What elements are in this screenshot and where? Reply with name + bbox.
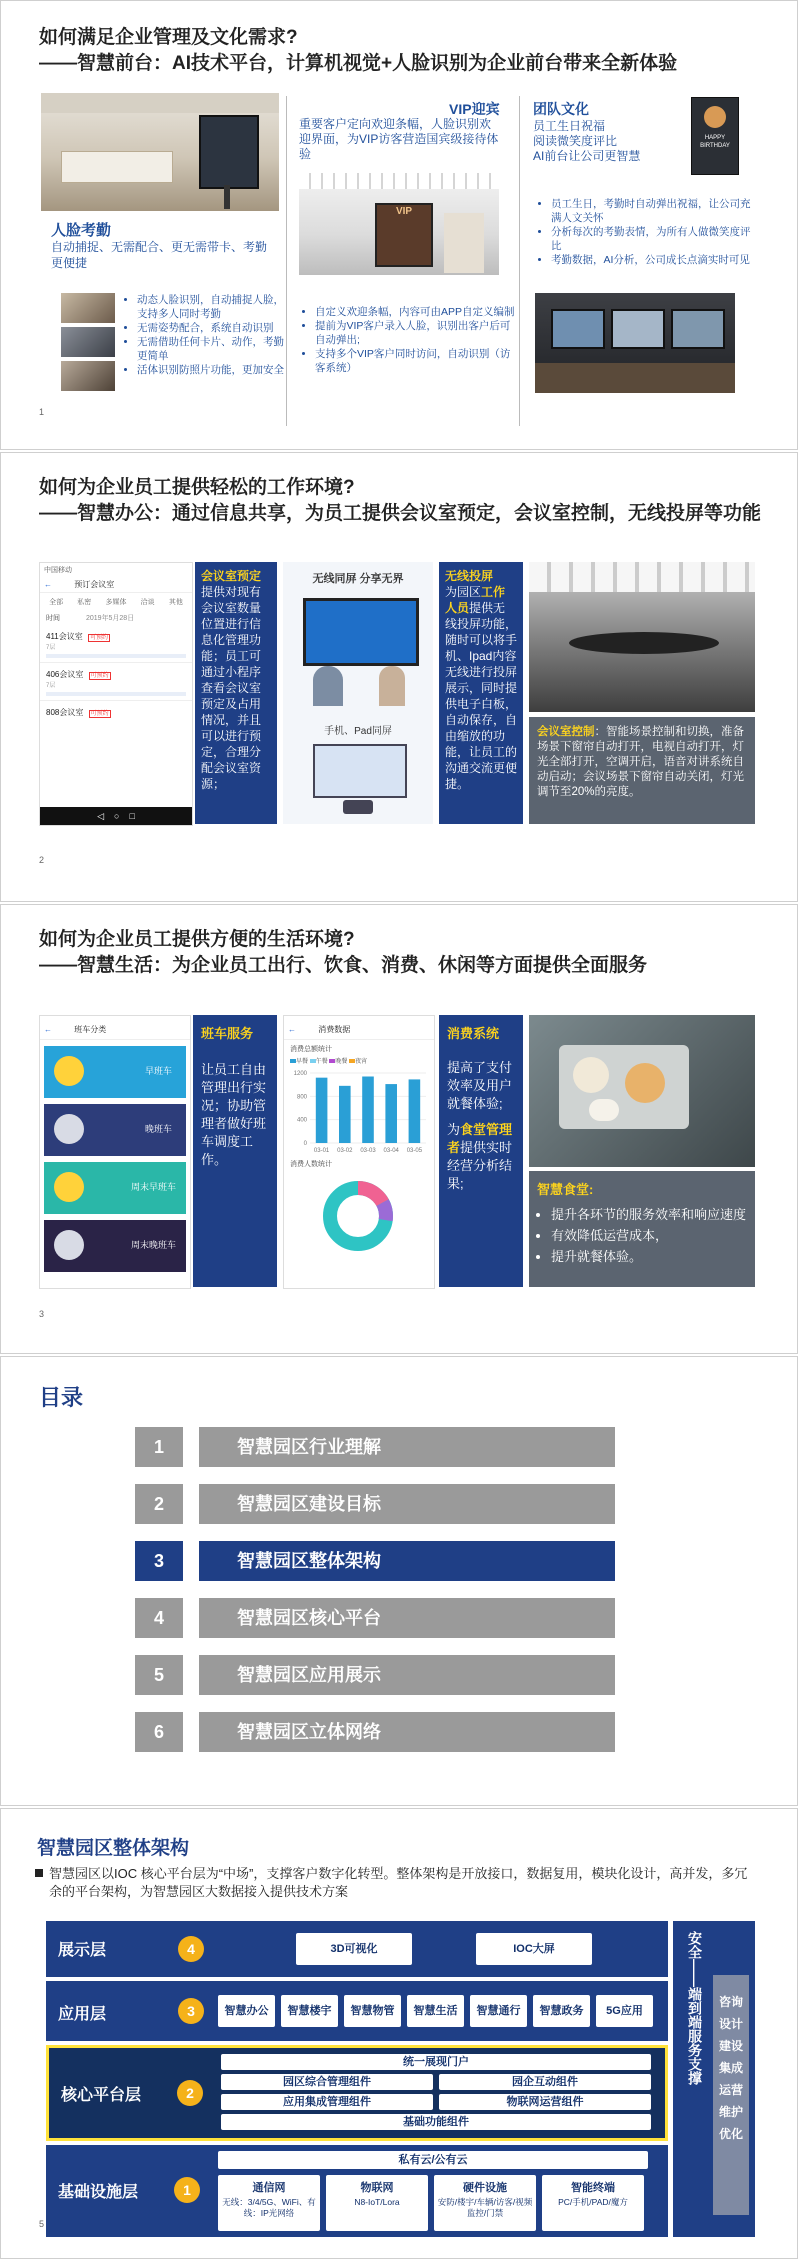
canteen-photo xyxy=(529,1015,755,1167)
x-tick-label: 03-02 xyxy=(337,1148,353,1154)
page-number-2: 2 xyxy=(39,855,45,865)
x-tick-label: 03-04 xyxy=(383,1148,399,1154)
bus-item[interactable]: 晚班车 xyxy=(44,1104,186,1156)
infra-item xyxy=(326,2175,428,2231)
bar-park-interaction: 园企互动组件 xyxy=(439,2074,651,2090)
phone-header: ← 预订会议室 xyxy=(40,577,192,593)
back-icon[interactable]: ← xyxy=(44,580,52,589)
infra-item-title: 硬件设施 xyxy=(463,2182,507,2194)
chart-bar xyxy=(316,1078,328,1143)
phone-time-row: 时间 2019年5月28日 xyxy=(46,615,135,622)
bar-app-integration: 应用集成管理组件 xyxy=(221,2094,433,2110)
toc-item-label[interactable]: 智慧园区核心平台 xyxy=(199,1598,615,1638)
birthday-card: HAPPY BIRTHDAY xyxy=(691,97,739,175)
x-tick-label: 03-05 xyxy=(406,1148,423,1154)
toc-item-label[interactable]: 智慧园区整体架构 xyxy=(199,1541,615,1581)
vip-sub: 重要客户定向欢迎条幅，人脸识别欢迎界面，为VIP访客营造国宾级接待体验 xyxy=(299,117,499,161)
vip-photo xyxy=(299,173,499,275)
layer-app: 应用层 3 智慧办公 智慧楼宇 智慧物管 智慧生活 智慧通行 智慧政务 5G应用 xyxy=(46,1981,668,2041)
moon-icon xyxy=(54,1230,84,1260)
screen-wall-photo xyxy=(535,293,735,393)
bar-iot-operation: 物联网运营组件 xyxy=(439,2094,651,2110)
bar-park-management: 园区综合管理组件 xyxy=(221,2074,433,2090)
divider-1 xyxy=(286,96,287,426)
layer-display: 展示层 4 3D可视化 IOC大屏 xyxy=(46,1921,668,1977)
page-number-3: 3 xyxy=(39,1309,45,1319)
side-items: 咨询 设计 建设 集成 运营 维护 优化 xyxy=(713,1975,749,2215)
slide-4 xyxy=(0,1356,798,1806)
slide-3-title: 如何为企业员工提供方便的生活环境? ——智慧生活：为企业员工出行、饮食、消费、休闲等方面提供全面服务 xyxy=(39,929,648,976)
bar-unified-portal: 统一展现门户 xyxy=(221,2054,651,2070)
back-icon[interactable]: ← xyxy=(44,1025,52,1034)
face-thumbs xyxy=(61,293,115,391)
room-control-box: 会议室控制：智能场景控制和切换，准备场景下窗帘自动打开，电视自动打开，灯光全部打开，空调开启，语音对讲系统自动启动；会议场景下窗帘自动关闭，灯光调节至20%的亮度。 xyxy=(529,717,755,824)
app-box: 智慧楼宇 xyxy=(281,1995,338,2027)
page-number-1: 1 xyxy=(39,407,45,417)
booking-phone-screen: 中国移动 ← 预订会议室 全部 私密 多媒体 洽谈 其他 时间 2019年5月28日 411会议室 可预约 7层 406会议室 可预约 7层 808会议室 可预约 ◁ ○ □ xyxy=(39,562,193,826)
toc-item-label[interactable]: 智慧园区立体网络 xyxy=(199,1712,615,1752)
toc-number[interactable]: 4 xyxy=(135,1598,183,1638)
toc-item-label[interactable]: 智慧园区行业理解 xyxy=(199,1427,615,1467)
tv-screen xyxy=(303,598,419,666)
phone-nav-bar: ◁ ○ □ xyxy=(40,807,192,825)
x-tick-label: 03-01 xyxy=(313,1148,330,1154)
arch-heading: 智慧园区整体架构 xyxy=(37,1838,190,1859)
wireless-cast-image: 无线同屏 分享无界 手机、Pad同屏 xyxy=(283,562,433,824)
bus-box: 班车服务 让员工自由管理出行实况；协助管理者做好班车调度工作。 xyxy=(193,1015,277,1287)
app-box: 5G应用 xyxy=(596,1995,653,2027)
infra-item-title: 智能终端 xyxy=(571,2182,615,2194)
phone-tabs: 全部 私密 多媒体 洽谈 其他 xyxy=(49,599,183,606)
vip-heading: VIP迎宾 xyxy=(449,101,500,117)
slide-5 xyxy=(0,1808,798,2259)
infra-item-title: 通信网 xyxy=(252,2182,286,2194)
box-ioc-screen: IOC大屏 xyxy=(476,1933,592,1965)
slide-2-title: 如何为企业员工提供轻松的工作环境? ——智慧办公：通过信息共享，为员工提供会议室预定，会议室控制，无线投屏等功能 xyxy=(39,477,762,524)
infra-item-title: 物联网 xyxy=(360,2182,394,2194)
toc-item-label[interactable]: 智慧园区建设目标 xyxy=(199,1484,615,1524)
face-bullets: • 动态人脸识别，自动捕捉人脸，支持多人同时考勤 • 无需姿势配合，系统自动识别 • 无需借助任何卡片、动作，考勤更简单 • 活体识别防照片功能，更加安全 xyxy=(123,293,287,377)
app-box: 智慧生活 xyxy=(407,1995,464,2027)
slide-1 xyxy=(0,0,798,450)
consume-box: 消费系统 提高了支付效率及用户就餐体验; 为食堂管理者提供实时经营分析结果; xyxy=(439,1015,523,1287)
canteen-box: 智慧食堂: • 提升各环节的服务效率和响应速度 • 有效降低运营成本， • 提升就餐体验。 xyxy=(529,1171,755,1287)
box-3d-visualization: 3D可视化 xyxy=(296,1933,412,1965)
face-thumb-1 xyxy=(61,293,115,323)
bar-basic-functions: 基础功能组件 xyxy=(221,2114,651,2130)
infra-item-desc: 安防/楼宇/车辆/访客/视频监控/门禁 xyxy=(437,2197,533,2218)
booking-box: 会议室预定 提供对现有会议室数量位置进行信息化管理功能；员工可通过小程序查看会议室预定及占用情况，并且可以进行预定，合理分配会议室资源； xyxy=(195,562,277,824)
consumption-bar-chart xyxy=(284,1067,432,1157)
bus-phone-screen xyxy=(39,1015,191,1289)
divider-2 xyxy=(519,96,520,426)
toc-number[interactable]: 3 xyxy=(135,1541,183,1581)
app-box: 智慧通行 xyxy=(470,1995,527,2027)
chart-legend: 早餐 午餐 晚餐 夜宵 xyxy=(284,1054,434,1067)
face-sub: 自动捕捉、无需配合、更无需带卡、考勤更便捷 xyxy=(51,240,268,270)
toc-heading: 目录 xyxy=(39,1385,84,1410)
wireless-box: 无线投屏 为园区工作人员提供无线投屏功能，随时可以将手机、Ipad内容无线进行投屏展示，同时提供电子白板，自动保存，自由缩放的功能，让员工的沟通交流更便捷。 xyxy=(439,562,523,824)
room-item[interactable]: 406会议室 可预约 7层 xyxy=(40,663,192,701)
infra-item xyxy=(218,2175,320,2231)
bus-item[interactable]: 周末晚班车 xyxy=(44,1220,186,1272)
meeting-room-photo xyxy=(529,562,755,712)
face-heading: 人脸考勤 xyxy=(51,222,112,239)
bar-cloud: 私有云/公有云 xyxy=(218,2151,648,2169)
toc-number[interactable]: 5 xyxy=(135,1655,183,1695)
culture-bullets: • 员工生日，考勤时自动弹出祝福，让公司充满人文关怀 • 分析每次的考勤表情，为所有人做微笑度评比 • 考勤数据，AI分析，公司成长点滴实时可见 xyxy=(537,197,751,267)
culture-heading: 团队文化 xyxy=(533,101,589,117)
layer-core: 核心平台层 2 统一展现门户 园区综合管理组件 园企互动组件 应用集成管理组件 物联网运营组件 基础功能组件 xyxy=(46,2045,668,2141)
toc-number[interactable]: 6 xyxy=(135,1712,183,1752)
y-tick-label: 400 xyxy=(296,1117,307,1124)
infra-item xyxy=(434,2175,536,2231)
slide-1-title: 如何满足企业管理及文化需求? ——智慧前台：AI技术平台，计算机视觉+人脸识别为企业前台带来全新体验 xyxy=(39,27,678,74)
y-tick-label: 0 xyxy=(303,1141,307,1147)
face-thumb-2 xyxy=(61,327,115,357)
consumption-donut-chart xyxy=(284,1171,432,1261)
room-item[interactable]: 411会议室 可预约 7层 xyxy=(40,625,192,663)
bus-item[interactable]: 早班车 xyxy=(44,1046,186,1098)
bus-item[interactable]: 周末早班车 xyxy=(44,1162,186,1214)
attendance-kiosk-screen xyxy=(199,115,259,189)
room-item[interactable]: 808会议室 可预约 xyxy=(46,708,109,717)
sun-icon xyxy=(54,1172,84,1202)
app-box: 智慧政务 xyxy=(533,1995,590,2027)
chart-bar xyxy=(362,1077,374,1144)
slide-3 xyxy=(0,904,798,1354)
page-number-5: 5 xyxy=(39,2219,45,2229)
face-thumb-3 xyxy=(61,361,115,391)
infra-item-desc: N8-IoT/Lora xyxy=(354,2197,400,2207)
bus-phone-header: ← 班车分类 xyxy=(40,1016,190,1040)
side-title: 安全——端到端服务支撑 xyxy=(687,1931,703,2085)
layer-infra: 基础设施层 1 私有云/公有云 通信网 无线：3/4/5G、WiFi、有线：IP光网络 物联网 N8-IoT/Lora 硬件设施 安防/楼宇/车辆/访客/视频监控/门禁 智能终端 PC/手机/PAD/魔方 xyxy=(46,2145,668,2237)
infra-item-desc: 无线：3/4/5G、WiFi、有线：IP光网络 xyxy=(222,2197,316,2218)
chart-bar xyxy=(385,1084,397,1143)
consume-phone-header: ← 消费数据 xyxy=(284,1016,434,1040)
app-box: 智慧物管 xyxy=(344,1995,401,2027)
consume-phone-screen: ← 消费数据 消费总额统计 早餐 午餐 晚餐 夜宵 1200 800 400 0 03-01 03-02 03-03 03-04 03-05 消费人数统计 xyxy=(283,1015,435,1289)
app-box: 智慧办公 xyxy=(218,1995,275,2027)
chart-bar xyxy=(409,1079,421,1143)
lobby-photo xyxy=(41,93,279,211)
sun-icon xyxy=(54,1056,84,1086)
arch-desc: 智慧园区以IOC 核心平台层为“中场”，支撑客户数字化转型。整体架构是开放接口，数据复用，模块化设计，高并发，多冗余的平台架构，为智慧园区大数据接入提供技术方案 xyxy=(49,1865,757,1901)
toc-number[interactable]: 1 xyxy=(135,1427,183,1467)
toc-number[interactable]: 2 xyxy=(135,1484,183,1524)
bullet-square-icon xyxy=(35,1869,43,1877)
vip-screen: VIP xyxy=(375,203,433,267)
vip-bullets: • 自定义欢迎条幅，内容可由APP自定义编制 • 提前为VIP客户录入人脸，识别出客户后可自动弹出; • 支持多个VIP客户同时访问，自动识别（访客系统） xyxy=(301,305,515,375)
culture-sub: 员工生日祝福 阅读微笑度评比 AI前台让公司更智慧 xyxy=(533,119,641,163)
toc-item-label[interactable]: 智慧园区应用展示 xyxy=(199,1655,615,1695)
side-security-panel xyxy=(673,1921,755,2237)
infra-item-desc: PC/手机/PAD/魔方 xyxy=(558,2197,628,2207)
back-icon[interactable]: ← xyxy=(288,1025,296,1034)
y-tick-label: 1200 xyxy=(293,1071,307,1077)
x-tick-label: 03-03 xyxy=(360,1148,376,1154)
infra-item xyxy=(542,2175,644,2231)
y-tick-label: 800 xyxy=(296,1094,307,1101)
chart-bar xyxy=(339,1086,351,1143)
slide-2 xyxy=(0,452,798,902)
moon-icon xyxy=(54,1114,84,1144)
